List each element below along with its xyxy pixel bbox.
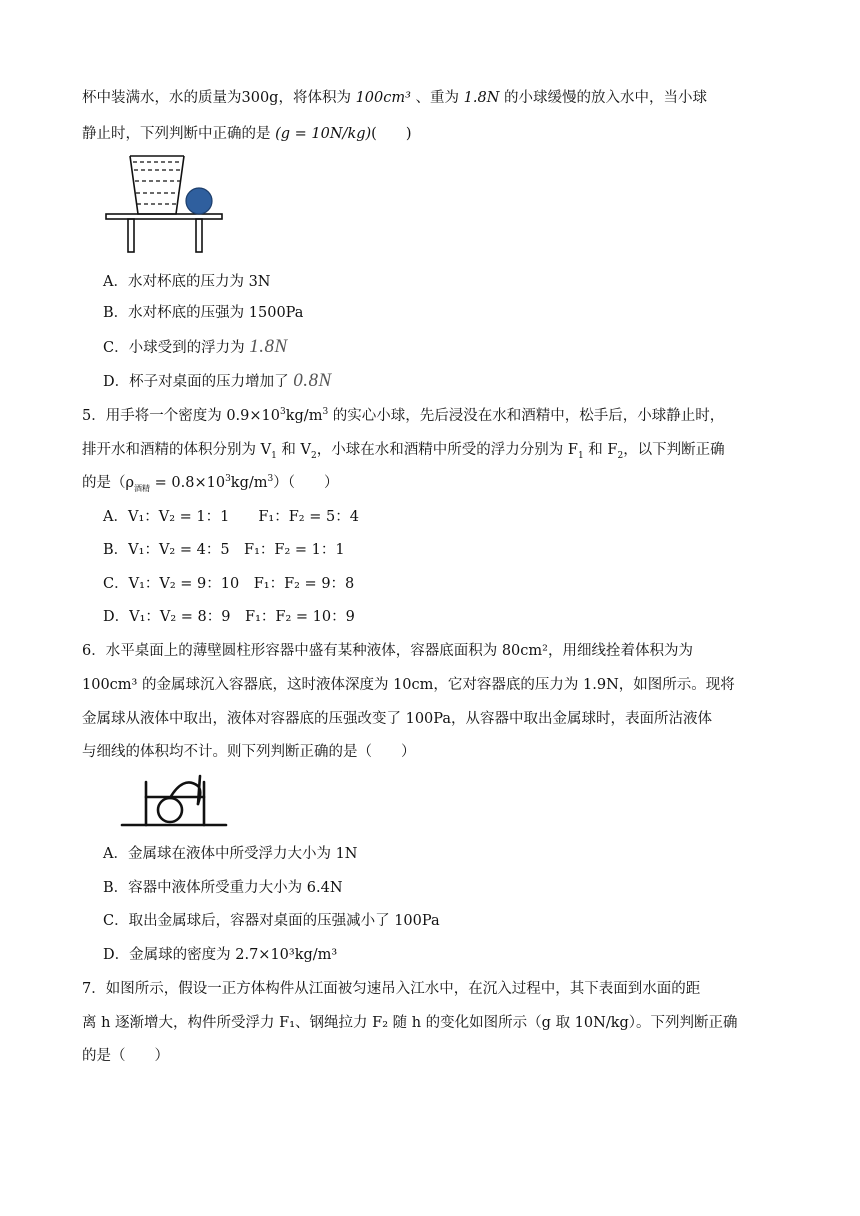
q5-text: ，小球在水和酒精中所受的浮力分别为 F xyxy=(316,442,578,458)
q5-text: 和 F xyxy=(583,442,618,458)
q5-text: ，以下判断正确 xyxy=(623,442,725,458)
q5-sup: 3 xyxy=(225,474,231,485)
water-lines xyxy=(133,162,182,204)
q5-sub: 1 xyxy=(577,450,584,461)
q4-option-d xyxy=(103,371,332,392)
metal-ball xyxy=(158,798,182,822)
q4-text: 、重为 xyxy=(415,90,460,106)
q4-text: 的小球缓慢的放入水中，当小球 xyxy=(504,90,708,106)
q5-option-a: A．V₁：V₂ = 1：1 F₁：F₂ = 5：4 xyxy=(103,509,359,525)
q4-option-c-value: 1.8N xyxy=(249,336,288,357)
string xyxy=(170,782,200,804)
q5-text: 的实心小球，先后浸没在水和酒精中，松手后，小球静止时， xyxy=(328,408,725,424)
q5-option-b: B．V₁：V₂ = 4：5 F₁：F₂ = 1：1 xyxy=(103,542,345,558)
q4-line-1 xyxy=(82,88,707,108)
q6-line-1: 6．水平桌面上的薄壁圆柱形容器中盛有某种液体，容器底面积为 80cm²，用细线拴着体积为为 xyxy=(82,643,693,659)
q5-text: kg/m xyxy=(285,408,323,424)
q6-line-4: 与细线的体积均不计。则下列判断正确的是（ ） xyxy=(82,744,416,760)
table-leg xyxy=(196,219,202,252)
q4-answer-paren: ( ) xyxy=(371,126,412,142)
q5-text: kg/m xyxy=(230,475,268,491)
q5-line-2 xyxy=(82,440,725,460)
q6-option-c: C．取出金属球后，容器对桌面的压强减小了 100Pa xyxy=(103,913,440,929)
q5-line-3 xyxy=(82,473,338,493)
q4-g-value: (g = 10N/kg) xyxy=(275,126,372,142)
q4-option-d-text: D．杯子对桌面的压力增加了 xyxy=(103,374,289,390)
q4-option-d-value: 0.8N xyxy=(293,370,332,391)
q5-sup: 3 xyxy=(267,474,274,485)
q5-text: 5．用手将一个密度为 0.9×10 xyxy=(82,408,280,424)
q4-text: 杯中装满水，水的质量为300g，将体积为 xyxy=(82,90,351,106)
q5-text: 的是（ρ xyxy=(82,475,135,491)
q5-text: 排开水和酒精的体积分别为 V xyxy=(82,442,272,458)
q6-line-2: 100cm³ 的金属球沉入容器底，这时液体深度为 10cm，它对容器底的压力为 1.9N，如图所示。现将 xyxy=(82,677,735,693)
q4-option-c-text: C．小球受到的浮力为 xyxy=(103,340,245,356)
q5-text: = 0.8×10 xyxy=(150,475,226,491)
ball xyxy=(186,188,212,214)
q7-line-2: 离 h 逐渐增大，构件所受浮力 F₁、钢绳拉力 F₂ 随 h 的变化如图所示（g 取 10N/kg）。下列判断正确 xyxy=(82,1015,738,1031)
q7-line-1: 7．如图所示，假设一正方体构件从江面被匀速吊入江水中，在沉入过程中，其下表面到水面的距 xyxy=(82,981,701,997)
q4-option-b: B．水对杯底的压强为 1500Pa xyxy=(103,305,304,321)
q4-option-a: A．水对杯底的压力为 3N xyxy=(103,274,271,290)
table-top xyxy=(106,214,222,219)
q5-line-1 xyxy=(82,406,724,426)
cup-outline xyxy=(130,156,184,214)
cup-on-table-figure xyxy=(100,152,230,256)
q5-sup: 3 xyxy=(280,407,286,418)
container-ball-figure xyxy=(118,770,230,832)
q7-line-3: 的是（ ） xyxy=(82,1048,169,1064)
q6-option-a: A．金属球在液体中所受浮力大小为 1N xyxy=(103,846,358,862)
q4-option-c xyxy=(103,337,288,358)
q6-line-3: 金属球从液体中取出，液体对容器底的压强改变了 100Pa，从容器中取出金属球时，表面所沾液体 xyxy=(82,711,713,727)
q5-sup: 3 xyxy=(322,407,329,418)
q6-option-b: B．容器中液体所受重力大小为 6.4N xyxy=(103,880,343,896)
q5-option-d: D．V₁：V₂ = 8：9 F₁：F₂ = 10：9 xyxy=(103,609,355,625)
q5-sub: 1 xyxy=(271,450,277,461)
table-leg xyxy=(128,219,134,252)
q4-volume: 100cm³ xyxy=(355,90,411,106)
q5-text: ）（ ） xyxy=(273,475,339,491)
q5-text: 和 V xyxy=(276,442,312,458)
q5-sub: 2 xyxy=(311,450,317,461)
q5-option-c: C．V₁：V₂ = 9：10 F₁：F₂ = 9：8 xyxy=(103,576,355,592)
q5-sub: 2 xyxy=(617,450,624,461)
q5-sub: 酒精 xyxy=(134,483,151,493)
q4-text: 静止时，下列判断中正确的是 xyxy=(82,126,271,142)
q4-weight: 1.8N xyxy=(463,90,500,106)
q6-option-d: D．金属球的密度为 2.7×10³kg/m³ xyxy=(103,947,338,963)
q4-line-2 xyxy=(82,124,412,144)
